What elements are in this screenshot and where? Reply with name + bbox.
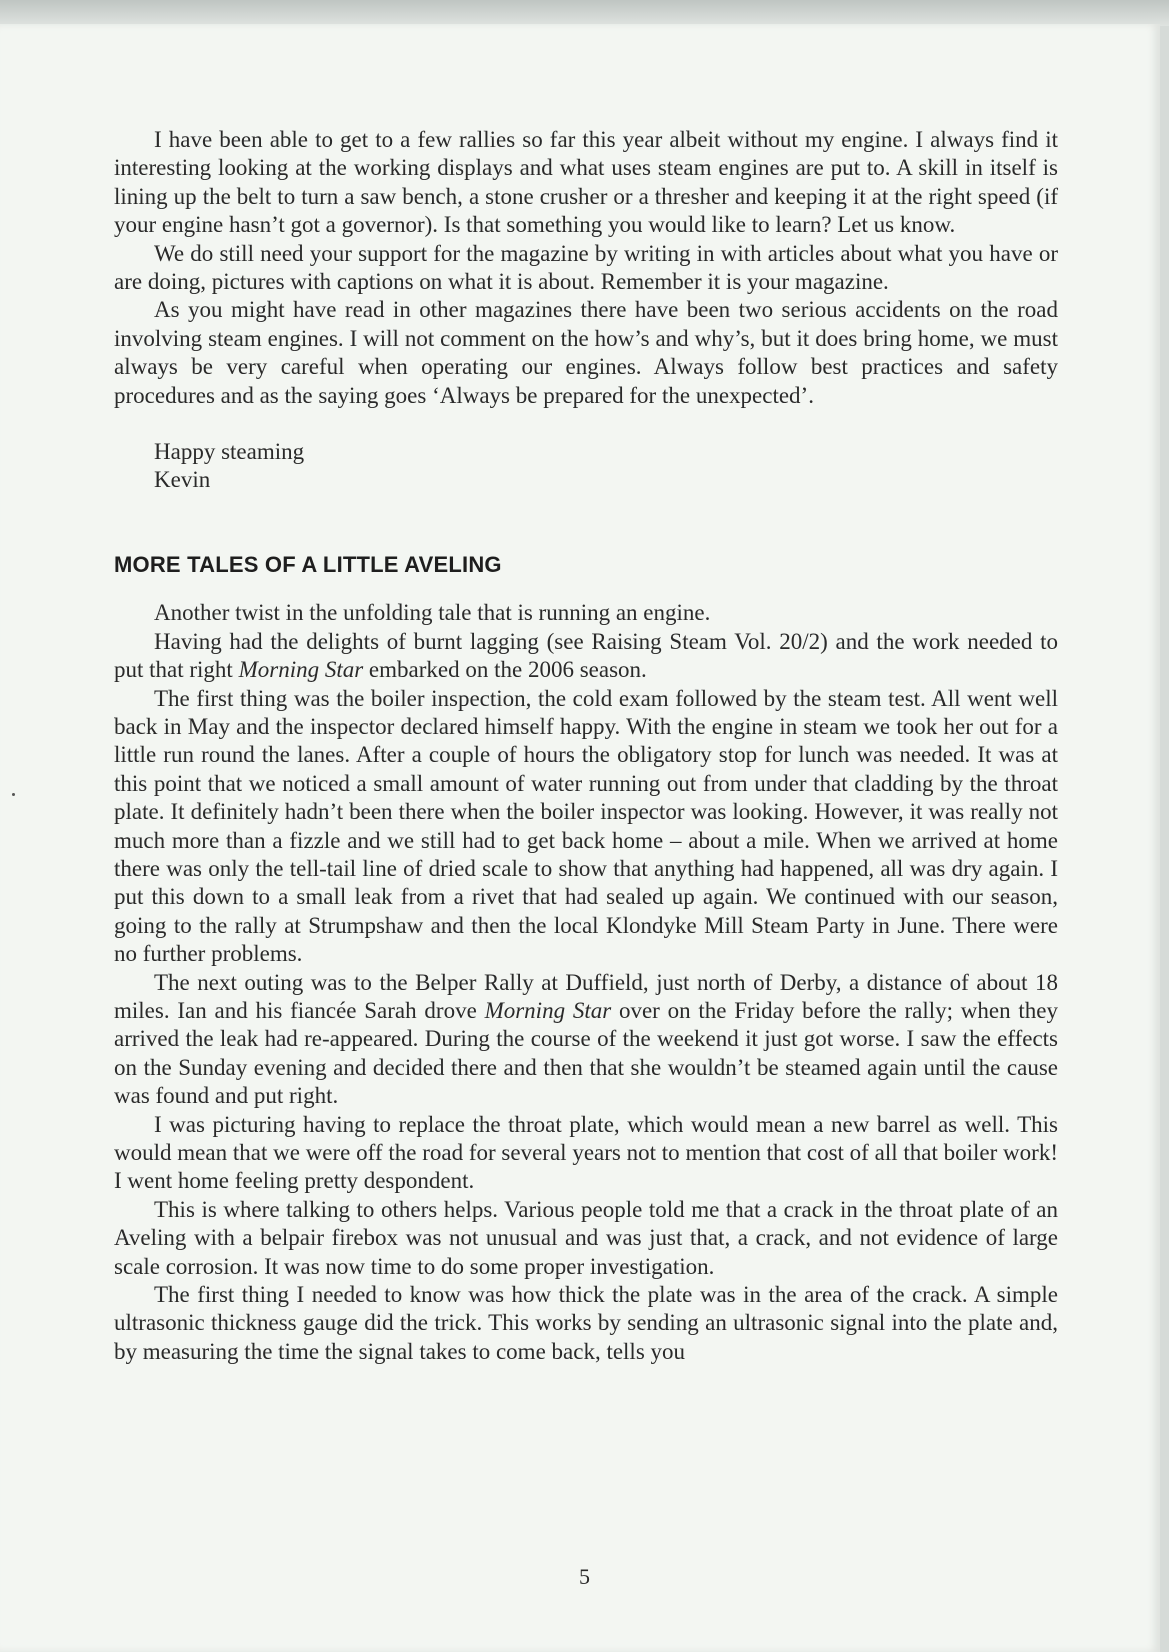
article-paragraph-1: Another twist in the unfolding tale that is running an engine. (154, 600, 711, 626)
signoff (154, 438, 1058, 495)
intro-paragraph-1: I have been able to get to a few rallies so far this year albeit without my engine. I always find it interesting looking at the working displays and what uses steam engines are put to. A skill in itself is lining up the belt to turn a saw bench, a stone crusher or a thresher and keeping it at the right speed (if your engine hasn’t got a governor). Is that something you would like to learn? Let us know. (114, 127, 1058, 238)
page-content (114, 126, 1058, 1366)
p4-text-before: The next outing was to the Belper Rally at Duffield, just north of Derby, a distance of about 18 miles. Ian and his fiancée Sarah drove (114, 969, 1058, 1023)
signoff-name: Kevin (154, 467, 211, 493)
scan-speck (12, 793, 15, 796)
article-paragraph-4 (114, 969, 1058, 1111)
intro-paragraph-2: We do still need your support for the magazine by writing in with articles about what you have or are doing, pictures with captions on what it is about. Remember it is your magazine. (114, 240, 1058, 295)
scan-top-edge (0, 0, 1169, 26)
intro-paragraph-3: As you might have read in other magazines there have been two serious accidents on the road involving steam engines. I will not comment on the how’s and why’s, but it does bring home, we must always be very careful when operating our engines. Always follow best practices and safety procedures and as the saying goes ‘Always be prepared for the unexpected’. (114, 297, 1058, 408)
p2-text-after: embarked on the 2006 season. (363, 657, 647, 683)
page-number: 5 (579, 1564, 590, 1589)
article-paragraph-7: The first thing I needed to know was how thick the plate was in the area of the crack. A simple ultrasonic thickness gauge did the trick. This works by sending an ultrasonic signal into the plate and, by measuring the time the signal takes to come back, tells you (114, 1282, 1058, 1364)
article-paragraph-2 (114, 628, 1058, 685)
engine-name-italic: Morning Star (484, 997, 612, 1023)
p4-text-after: over on the Friday before the rally; when they arrived the leak had re-appeared. During the course of the weekend it just got worse. I saw the effects on the Sunday evening and decided there and then that she wouldn’t be steamed again until the cause was found and put right. (114, 997, 1058, 1109)
signoff-closing: Happy steaming (154, 439, 305, 465)
engine-name-italic: Morning Star (238, 657, 364, 683)
article-paragraph-6: This is where talking to others helps. Various people told me that a crack in the throat plate of an Aveling with a belpair firebox was not unusual and was just that, a crack, and not evidence of large scale corrosion. It was now time to do some proper investigation. (114, 1196, 1058, 1279)
article-paragraph-5: I was picturing having to replace the throat plate, which would mean a new barrel as well. This would mean that we were off the road for several years not to mention that cost of all that boiler work! I went home feeling pretty despondent. (114, 1111, 1058, 1194)
article-heading: MORE TALES OF A LITTLE AVELING (114, 551, 502, 577)
article-paragraph-3: The first thing was the boiler inspection, the cold exam followed by the steam test. All went well back in May and the inspector declared himself happy. With the engine in steam we took her out for a little run round the lanes. After a couple of hours the obligatory stop for lunch was needed. It was at this point that we noticed a small amount of water running out from under that cladding by the throat plate. It definitely hadn’t been there when the boiler inspector was looking. However, it was really not much more than a fizzle and we still had to get back home – about a mile. When we arrived at home there was only the tell-tail line of dried scale to show that anything had happened, all was dry again. I put this down to a small leak from a rivet that had sealed up again. We continued with our season, going to the rally at Strumpshaw and then the local Klondyke Mill Steam Party in June. There were no further problems. (114, 685, 1058, 967)
p2-text-before: Having had the delights of burnt lagging (see Raising Steam Vol. 20/2) and the work needed to put that right (114, 628, 1058, 683)
